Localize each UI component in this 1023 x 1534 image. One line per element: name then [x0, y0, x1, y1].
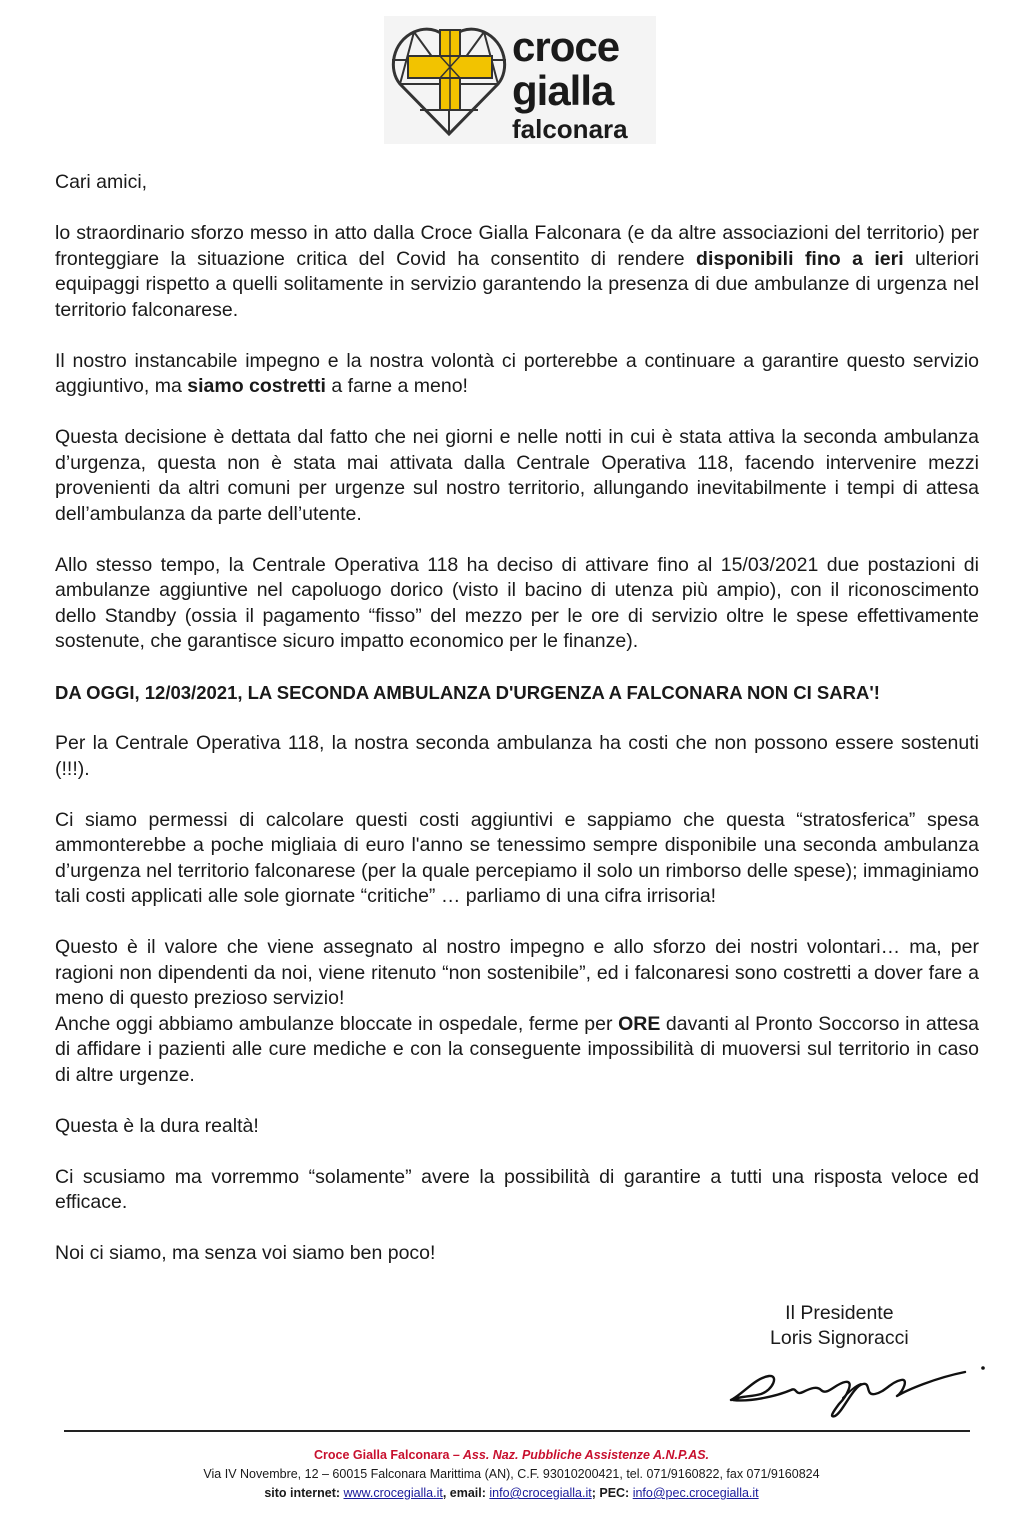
paragraph-3: Questa decisione è dettata dal fatto che nei giorni e nelle notti in cui è stata attiva la seconda ambulanza d’urgenza, questa non è stata mai attivata dalla Centrale Operativa 118, facendo intervenire mezzi provenienti da altri comuni per urgenze sul nostro territorio, allungando inevitabilmente i tempi di attesa dell’ambulanza da parte dell’utente. — [55, 426, 979, 525]
paragraph-5: Per la Centrale Operativa 118, la nostra seconda ambulanza ha costi che non possono essere sostenuti (!!!). — [55, 732, 979, 780]
paragraph-2: Il nostro instancabile impegno e la nostra volontà ci porterebbe a continuare a garantire questo servizio aggiuntivo, ma siamo costretti a farne a meno! — [55, 349, 979, 397]
emphasis-hours: ORE — [618, 1012, 661, 1035]
headline-announcement: DA OGGI, 12/03/2021, LA SECONDA AMBULANZA D'URGENZA A FALCONARA NON CI SARA'! — [55, 682, 880, 703]
footer-contacts: sito internet: www.crocegialla.it, email: info@crocegialla.it; PEC: info@pec.crocegialla.it — [264, 1486, 759, 1500]
logo-line-1: croce — [512, 23, 620, 70]
signer-role: Il Presidente — [785, 1302, 894, 1324]
email-link[interactable]: info@crocegialla.it — [489, 1486, 592, 1500]
logo-line-2: gialla — [512, 67, 614, 114]
handwritten-signature-icon — [725, 1356, 990, 1422]
pec-link[interactable]: info@pec.crocegialla.it — [632, 1486, 759, 1500]
logo-wordmark — [512, 23, 628, 144]
paragraph-1: lo straordinario sforzo messo in atto dalla Croce Gialla Falconara (e da altre associazioni del territorio) per fronteggiare la situazione critica del Covid ha consentito di rendere disponibili fino a ieri ulteriori equipaggi rispetto a quelli solitamente in servizio garantendo la presenza di due ambulanze di urgenza nel territorio falconarese. — [55, 222, 979, 321]
logo-line-3: falconara — [512, 114, 628, 144]
emphasis-available: disponibili fino a ieri — [696, 247, 904, 270]
signature-block — [770, 1301, 909, 1351]
heart-cross-emblem-icon — [390, 20, 508, 140]
paragraph-8: Anche oggi abbiamo ambulanze bloccate in ospedale, ferme per ORE davanti al Pronto Soccorso in attesa di affidare i pazienti alle cure mediche e con la conseguente impossibilità di muoversi sul territorio in caso di altre urgenze. — [55, 1012, 979, 1086]
footer-org-sub: – Ass. Naz. Pubbliche Assistenze A.N.P.AS. — [449, 1448, 710, 1462]
paragraph-6: Ci siamo permessi di calcolare questi costi aggiuntivi e sappiamo che questa “stratosferica” spesa ammonterebbe a poche migliaia di euro l'anno se tenessimo sempre disponibile una seconda ambulanza d’urgenza nel territorio falconarese (per la quale percepiamo il solo un rimborso delle spese); immaginiamo tali costi applicati alle sole giornate “critiche” … parliamo di una cifra irrisoria! — [55, 808, 979, 907]
logo — [384, 16, 656, 144]
footer-org-line — [0, 1446, 1023, 1465]
footer — [0, 1446, 1023, 1503]
greeting: Cari amici, — [55, 171, 148, 193]
emphasis-forced: siamo costretti — [187, 375, 326, 397]
footer-divider — [64, 1430, 970, 1432]
website-link[interactable]: www.crocegialla.it — [343, 1486, 443, 1500]
paragraph-11: Noi ci siamo, ma senza voi siamo ben poco! — [55, 1242, 436, 1264]
footer-org-name: Croce Gialla Falconara — [313, 1448, 450, 1462]
signer-name: Loris Signoracci — [770, 1327, 909, 1349]
paragraph-9: Questa è la dura realtà! — [55, 1114, 259, 1137]
paragraph-7: Questo è il valore che viene assegnato al nostro impegno e allo sforzo dei nostri volontari… ma, per ragioni non dipendenti da noi, viene ritenuto “non sostenibile”, ed i falconaresi sono costretti a dover fare a meno di questo prezioso servizio! — [55, 936, 979, 1009]
paragraph-4: Allo stesso tempo, la Centrale Operativa 118 ha deciso di attivare fino al 15/03/2021 due postazioni di ambulanze aggiuntive nel capoluogo dorico (visto il bacino di utenza più ampio), con il riconoscimento dello Standby (ossia il pagamento “fisso” del mezzo per le ore di servizio oltre le spese effettivamente sostenute, che garantisce sicuro impatto economico per le finanze). — [55, 553, 979, 652]
letter-body — [55, 170, 979, 1267]
footer-address: Via IV Novembre, 12 – 60015 Falconara Marittima (AN), C.F. 93010200421, tel. 071/9160822, fax 071/9160824 — [203, 1467, 820, 1481]
paragraph-10: Ci scusiamo ma vorremmo “solamente” avere la possibilità di garantire a tutti una risposta veloce ed efficace. — [55, 1165, 979, 1213]
